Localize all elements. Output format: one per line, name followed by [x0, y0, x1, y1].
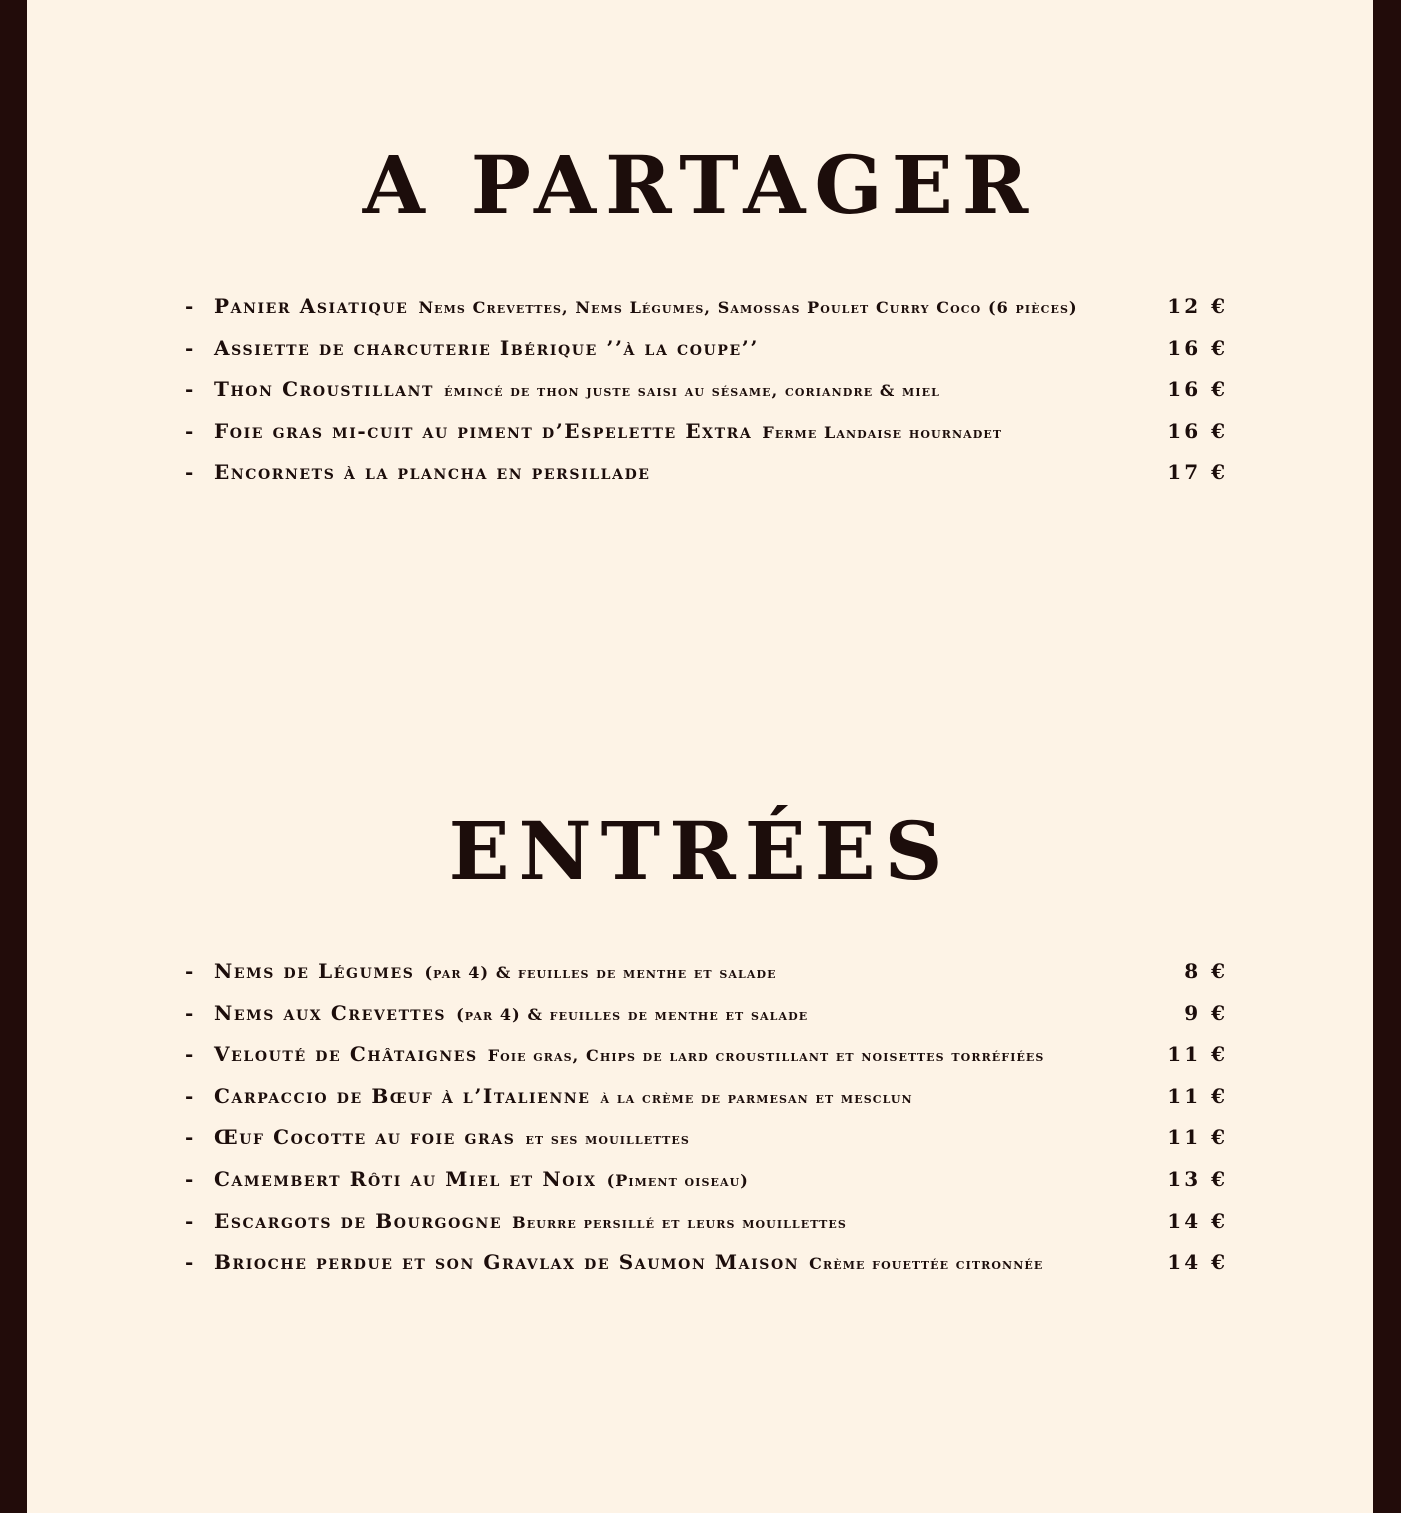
dish-description: Crème fouettée citronnée [809, 1254, 1044, 1274]
dish-price: 11 € [1167, 1042, 1228, 1067]
dish-price: 16 € [1167, 377, 1228, 402]
dish-description: Foie gras, Chips de lard croustillant et noisettes torréfiées [487, 1046, 1045, 1066]
dish-description: (par 4) & feuilles de menthe et salade [424, 963, 777, 982]
dish-name: Nems de Légumes [214, 959, 415, 983]
menu-list-a-partager [185, 294, 1228, 502]
bullet-dash: - [185, 959, 194, 983]
menu-item [185, 959, 1228, 1001]
dish-name: Velouté de Châtaignes [214, 1042, 478, 1067]
dish-price: 11 € [1167, 1083, 1228, 1108]
menu-item [185, 1001, 1228, 1043]
bullet-dash: - [185, 1208, 194, 1233]
dish-price: 13 € [1167, 1166, 1228, 1191]
dish-price: 12 € [1167, 294, 1228, 318]
bullet-dash: - [185, 335, 194, 360]
menu-item [185, 1250, 1228, 1292]
dish-description: Nems Crevettes, Nems Légumes, Samossas Poulet Curry Coco (6 pièces) [418, 298, 1078, 317]
bullet-dash: - [185, 1166, 194, 1191]
dish-description: (Piment oiseau) [606, 1170, 749, 1190]
dish-description: Beurre persillé et leurs mouillettes [512, 1212, 847, 1232]
menu-item [185, 460, 1228, 502]
menu-item [185, 1209, 1228, 1251]
dish-description: émincé de thon juste saisi au sésame, coriandre & miel [444, 381, 940, 401]
dish-name: Nems aux Crevettes [214, 1000, 447, 1025]
dish-price: 11 € [1167, 1125, 1228, 1150]
menu-item [185, 1084, 1228, 1126]
bullet-dash: - [185, 1250, 194, 1275]
bullet-dash: - [185, 1000, 194, 1025]
dish-name: Camembert Rôti au Miel et Noix [214, 1166, 597, 1191]
menu-item [185, 336, 1228, 378]
dish-price: 14 € [1167, 1250, 1228, 1275]
dish-name: Brioche perdue et son Gravlax de Saumon Maison [214, 1250, 800, 1275]
dish-price: 17 € [1167, 460, 1228, 485]
menu-item [185, 294, 1228, 336]
bullet-dash: - [185, 377, 194, 402]
menu-page [27, 0, 1373, 1513]
dish-name: Thon Croustillant [214, 377, 435, 402]
bullet-dash: - [185, 460, 194, 485]
dish-name: Œuf Cocotte au foie gras [214, 1125, 516, 1150]
dish-price: 8 € [1184, 959, 1228, 983]
menu-list-entrees [185, 959, 1228, 1292]
dish-description: et ses mouillettes [525, 1129, 690, 1149]
menu-item [185, 1167, 1228, 1209]
dish-name: Assiette de charcuterie Ibérique ’’à la coupe’’ [214, 335, 759, 360]
dish-name: Encornets à la plancha en persillade [214, 460, 651, 485]
dish-name: Carpaccio de Bœuf à l’Italienne [214, 1083, 591, 1108]
dish-description: (par 4) & feuilles de menthe et salade [456, 1004, 809, 1024]
bullet-dash: - [185, 1083, 194, 1108]
dish-price: 14 € [1167, 1208, 1228, 1233]
dish-name: Panier Asiatique [214, 294, 409, 318]
bullet-dash: - [185, 418, 194, 443]
section-title-entrees: ENTRÉES [448, 804, 952, 898]
dish-description: Ferme Landaise hournadet [762, 422, 1003, 442]
dish-description: à la crème de parmesan et mesclun [600, 1087, 913, 1107]
menu-item [185, 419, 1228, 461]
bullet-dash: - [185, 294, 194, 318]
dish-price: 16 € [1167, 418, 1228, 443]
dish-name: Foie gras mi-cuit au piment d’Espelette Extra [214, 418, 753, 443]
bullet-dash: - [185, 1042, 194, 1067]
menu-item [185, 1125, 1228, 1167]
section-title-a-partager: A PARTAGER [362, 138, 1038, 232]
dish-price: 9 € [1184, 1000, 1228, 1025]
dish-name: Escargots de Bourgogne [214, 1208, 503, 1233]
bullet-dash: - [185, 1125, 194, 1150]
menu-item [185, 377, 1228, 419]
dish-price: 16 € [1167, 335, 1228, 360]
menu-item [185, 1042, 1228, 1084]
